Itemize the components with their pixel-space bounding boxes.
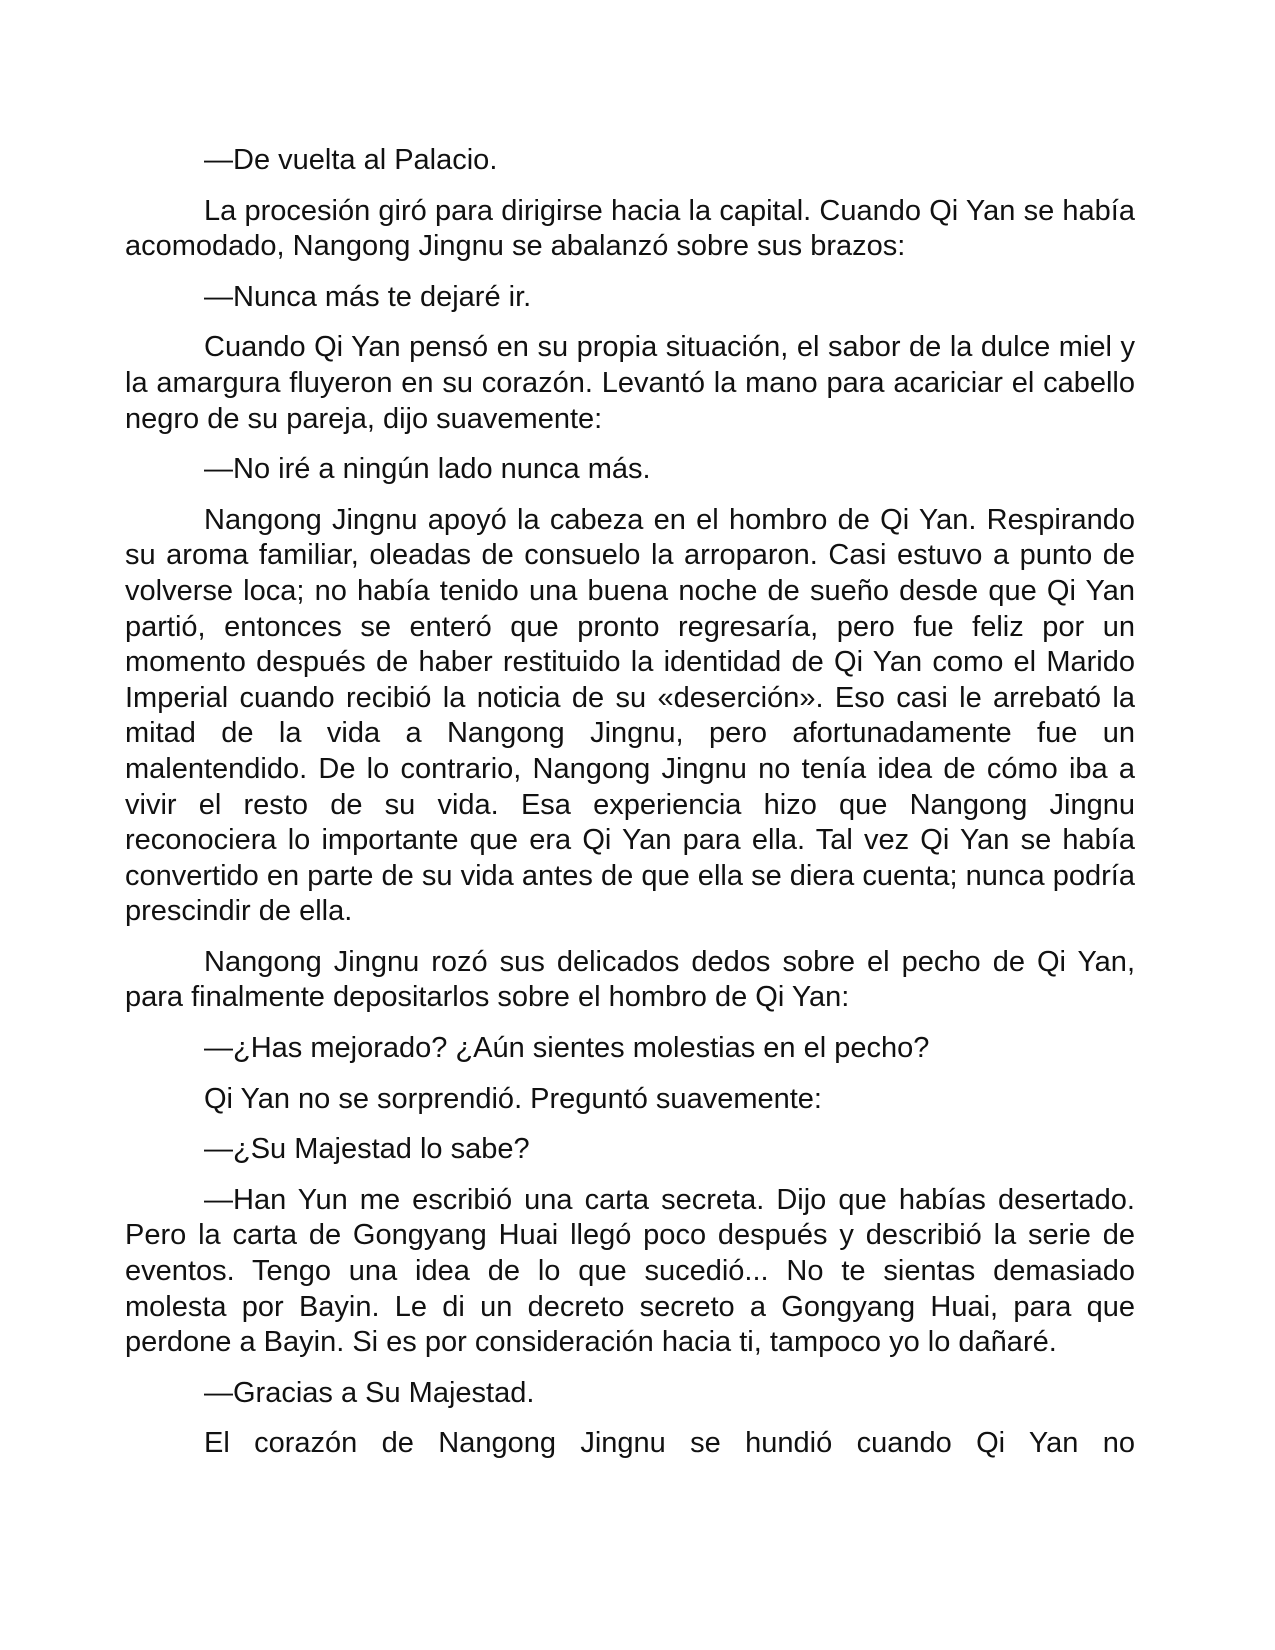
paragraph-13: El corazón de Nangong Jingnu se hundió cuando Qi Yan no xyxy=(204,1427,1135,1460)
page-body xyxy=(125,143,1135,1477)
paragraph-11: —Han Yun me escribió una carta secreta. Dijo que habías desertado. Pero la carta de Gongyang Huai llegó poco después y describió la serie de eventos. Tengo una idea de lo que sucedió... No te sientas demasiado molesta por Bayin. Le di un decreto secreto a Gongyang Huai, para que perdone a Bayin. Si es por consideración hacia ti, tampoco yo lo dañaré. xyxy=(125,1183,1135,1359)
paragraph-8: —¿Has mejorado? ¿Aún sientes molestias en el pecho? xyxy=(204,1032,930,1065)
paragraph-12: —Gracias a Su Majestad. xyxy=(204,1376,535,1409)
paragraph-3: —Nunca más te dejaré ir. xyxy=(204,280,532,313)
paragraph-7: Nangong Jingnu rozó sus delicados dedos sobre el pecho de Qi Yan, para finalmente depositarlos sobre el hombro de Qi Yan: xyxy=(125,945,1135,1014)
paragraph-2: La procesión giró para dirigirse hacia la capital. Cuando Qi Yan se había acomodado, Nangong Jingnu se abalanzó sobre sus brazos: xyxy=(125,194,1135,263)
paragraph-4: Cuando Qi Yan pensó en su propia situación, el sabor de la dulce miel y la amargura fluyeron en su corazón. Levantó la mano para acariciar el cabello negro de su pareja, dijo suavemente: xyxy=(125,331,1135,435)
paragraph-9: Qi Yan no se sorprendió. Preguntó suavemente: xyxy=(204,1082,822,1115)
paragraph-1: —De vuelta al Palacio. xyxy=(204,144,498,176)
paragraph-5: —No iré a ningún lado nunca más. xyxy=(204,453,651,486)
paragraph-10: —¿Su Majestad lo sabe? xyxy=(204,1133,530,1166)
paragraph-6: Nangong Jingnu apoyó la cabeza en el hombro de Qi Yan. Respirando su aroma familiar, oleadas de consuelo la arroparon. Casi estuvo a punto de volverse loca; no había tenido una buena noche de sueño desde que Qi Yan partió, entonces se enteró que pronto regresaría, pero fue feliz por un momento después de haber restituido la identidad de Qi Yan como el Marido Imperial cuando recibió la noticia de su «deserción». Eso casi le arrebató la mitad de la vida a Nangong Jingnu, pero afortunadamente fue un malentendido. De lo contrario, Nangong Jingnu no tenía idea de cómo iba a vivir el resto de su vida. Esa experiencia hizo que Nangong Jingnu reconociera lo importante que era Qi Yan para ella. Tal vez Qi Yan se había convertido en parte de su vida antes de que ella se diera cuenta; nunca podría prescindir de ella. xyxy=(125,503,1135,928)
